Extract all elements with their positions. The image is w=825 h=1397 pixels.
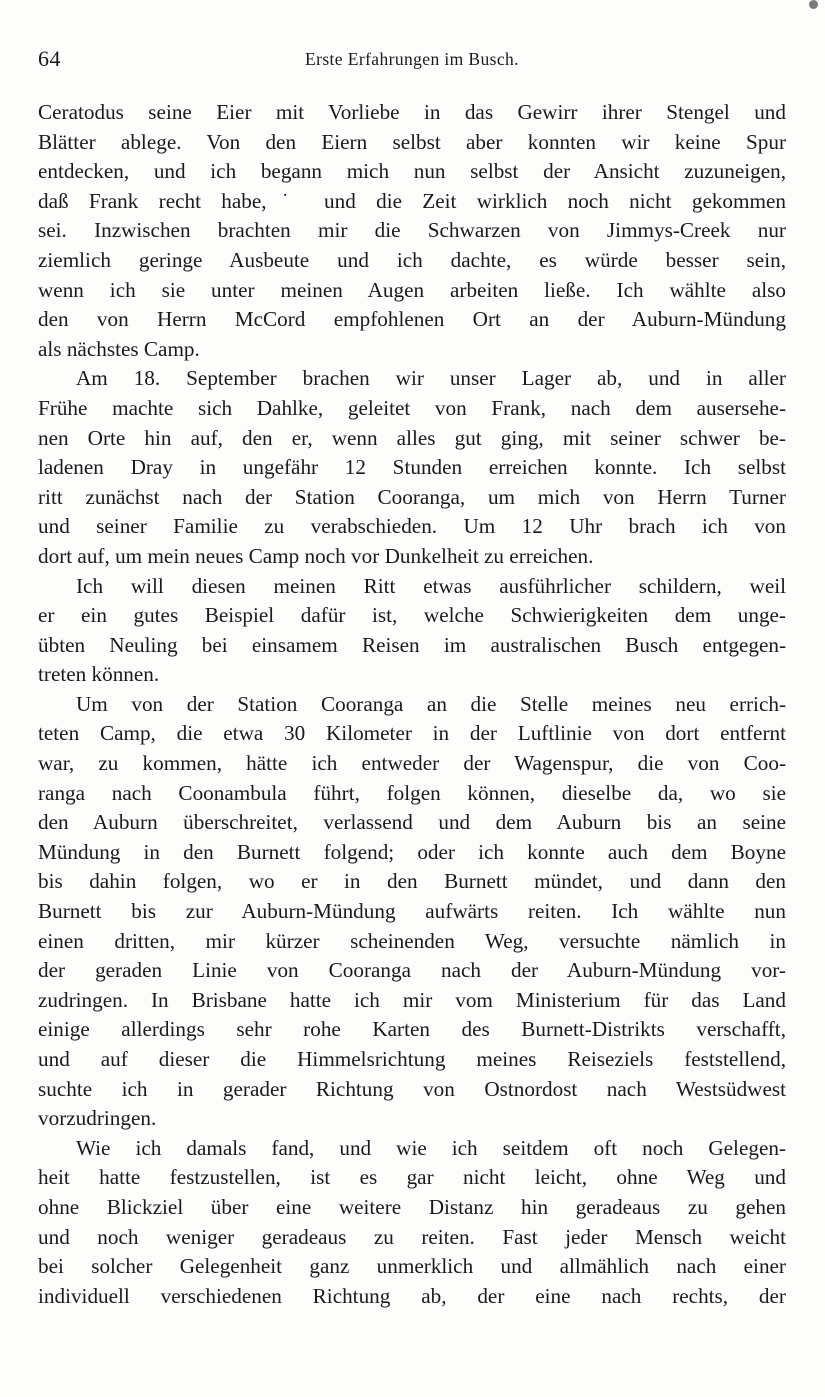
text-line: heit hatte festzustellen, ist es gar nicht leicht, ohne Weg und [38, 1165, 786, 1190]
running-head [38, 46, 786, 76]
paragraph [38, 1134, 786, 1312]
text-line: war, zu kommen, hätte ich entweder der Wagenspur, die von Coo- [38, 751, 786, 776]
paragraph [38, 572, 786, 690]
text-line: ladenen Dray in ungefähr 12 Stunden erreichen konnte. Ich selbst [38, 455, 786, 480]
text-line: Ceratodus seine Eier mit Vorliebe in das Gewirr ihrer Stengel und [38, 100, 786, 124]
text-line: ranga nach Coonambula führt, folgen können, dieselbe da, wo sie [38, 780, 786, 805]
text-line: individuell verschiedenen Richtung ab, der eine nach rechts, der [38, 1283, 786, 1308]
text-line: einige allerdings sehr rohe Karten des Burnett-Distrikts verschafft, [38, 1017, 786, 1042]
text-line: Um von der Station Cooranga an die Stelle meines neu errich- [76, 691, 786, 716]
text-line: suchte ich in gerader Richtung von Ostnordost nach Westsüdwest [38, 1076, 786, 1101]
paragraph [38, 690, 786, 1134]
paragraph [38, 364, 786, 571]
text-line: dort auf, um mein neues Camp noch vor Dunkelheit zu erreichen. [38, 543, 594, 568]
paragraph [38, 98, 786, 364]
text-line: daß Frank recht habe,˙ und die Zeit wirklich noch nicht gekommen [38, 188, 786, 213]
body-text [38, 98, 786, 1311]
text-line: einen dritten, mir kürzer scheinenden Weg, versuchte nämlich in [38, 928, 786, 953]
text-line: wenn ich sie unter meinen Augen arbeiten ließe. Ich wählte also [38, 277, 786, 302]
text-line: und noch weniger geradeaus zu reiten. Fast jeder Mensch weicht [38, 1224, 786, 1249]
text-line: Am 18. September brachen wir unser Lager ab, und in aller [76, 366, 786, 391]
text-line: ohne Blickziel über eine weitere Distanz hin geradeaus zu gehen [38, 1194, 786, 1219]
text-line: vorzudringen. [38, 1106, 157, 1131]
text-line: als nächstes Camp. [38, 336, 200, 361]
text-line: Burnett bis zur Auburn-Mündung aufwärts reiten. Ich wählte nun [38, 899, 786, 924]
page-number: 64 [38, 46, 61, 71]
text-line: entdecken, und ich begann mich nun selbst der Ansicht zuzuneigen, [38, 159, 786, 184]
running-title: Erste Erfahrungen im Busch. [305, 49, 519, 69]
text-line: ritt zunächst nach der Station Cooranga, um mich von Herrn Turner [38, 484, 786, 509]
text-line: treten können. [38, 662, 160, 687]
text-line: zudringen. In Brisbane hatte ich mir vom Ministerium für das Land [38, 987, 786, 1012]
text-line: Wie ich damals fand, und wie ich seitdem oft noch Gelegen- [76, 1135, 786, 1160]
text-line: er ein gutes Beispiel dafür ist, welche Schwierigkeiten dem unge- [38, 603, 786, 628]
text-line: und seiner Familie zu verabschieden. Um 12 Uhr brach ich von [38, 514, 786, 539]
text-line: bis dahin folgen, wo er in den Burnett mündet, und dann den [38, 869, 786, 894]
text-line: Ich will diesen meinen Ritt etwas ausführlicher schildern, weil [76, 573, 786, 598]
text-line: bei solcher Gelegenheit ganz unmerklich und allmählich nach einer [38, 1254, 786, 1279]
text-line: ziemlich geringe Ausbeute und ich dachte, es würde besser sein, [38, 247, 786, 272]
text-line: übten Neuling bei einsamem Reisen im australischen Busch entgegen- [38, 632, 786, 657]
text-line: teten Camp, die etwa 30 Kilometer in der Luftlinie von dort entfernt [38, 721, 786, 746]
text-line: den Auburn überschreitet, verlassend und dem Auburn bis an seine [38, 810, 786, 835]
text-line: sei. Inzwischen brachten mir die Schwarzen von Jimmys-Creek nur [38, 218, 786, 243]
text-line: und auf dieser die Himmelsrichtung meines Reiseziels feststellend, [38, 1047, 786, 1071]
text-line: nen Orte hin auf, den er, wenn alles gut ging, mit seiner schwer be- [38, 425, 786, 450]
text-line: Mündung in den Burnett folgend; oder ich konnte auch dem Boyne [38, 839, 786, 864]
text-line: der geraden Linie von Cooranga nach der Auburn-Mündung vor- [38, 958, 786, 983]
text-line: Frühe machte sich Dahlke, geleitet von Frank, nach dem ausersehe- [38, 395, 786, 420]
scan-artifact-dot [809, 0, 818, 9]
text-line: Blätter ablege. Von den Eiern selbst aber konnten wir keine Spur [38, 129, 786, 154]
text-line: den von Herrn McCord empfohlenen Ort an der Auburn-Mündung [38, 307, 786, 332]
